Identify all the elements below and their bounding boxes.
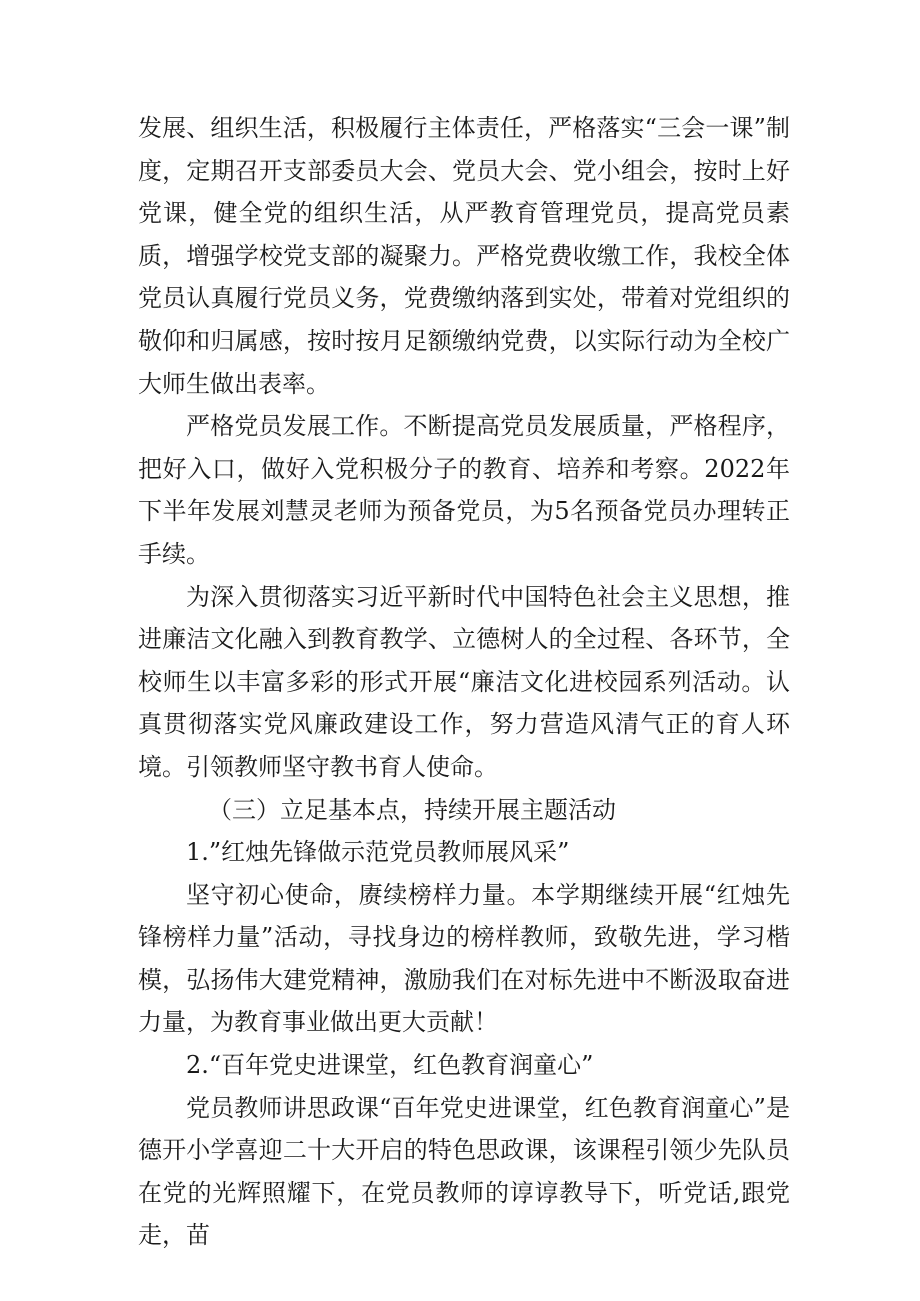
item-2-title: 2.“百年党史进课堂，红色教育润童心”	[186, 1051, 594, 1080]
paragraph-party-life: 发展、组织生活，积极履行主体责任，严格落实“三会一课”制度，定期召开支部委员大会、党员大会、党小组会，按时上好党课，健全党的组织生活，从严教育管理党员，提高党员素质，增强学校党支部的凝聚力。严格党费收缴工作，我校全体党员认真履行党员义务，党费缴纳落到实处，带着对党组织的敬仰和归属感，按时按月足额缴纳党费，以实际行动为全校广大师生做出表率。	[138, 114, 790, 398]
paragraph-integrity-culture: 为深入贯彻落实习近平新时代中国特色社会主义思想，推进廉洁文化融入到教育教学、立德树人的全过程、各环节，全校师生以丰富多彩的形式开展“廉洁文化进校园系列活动。认真贯彻落实党风廉政建设工作，努力营造风清气正的育人环境。引领教师坚守教书育人使命。	[138, 582, 790, 781]
item-1-title: 1.”红烛先锋做示范党员教师展风采”	[186, 838, 570, 867]
document-body	[138, 107, 790, 1257]
item-1-body: 坚守初心使命，赓续榜样力量。本学期继续开展“红烛先锋榜样力量”活动，寻找身边的榜样教师，致敬先进，学习楷模，弘扬伟大建党精神，激励我们在对标先进中不断汲取奋进力量，为教育事业做出更大贡献！	[138, 880, 790, 1037]
item-2-body: 党员教师讲思政课“百年党史进课堂，红色教育润童心”是德开小学喜迎二十大开启的特色思政课，该课程引领少先队员在党的光辉照耀下，在党员教师的谆谆教导下，听党话,跟党走，苗	[138, 1093, 790, 1250]
section-heading: （三）立足基本点，持续开展主题活动	[208, 795, 616, 824]
paragraph-member-development: 严格党员发展工作。不断提高党员发展质量，严格程序，把好入口，做好入党积极分子的教育、培养和考察。2022年下半年发展刘慧灵老师为预备党员，为5名预备党员办理转正手续。	[138, 412, 790, 568]
